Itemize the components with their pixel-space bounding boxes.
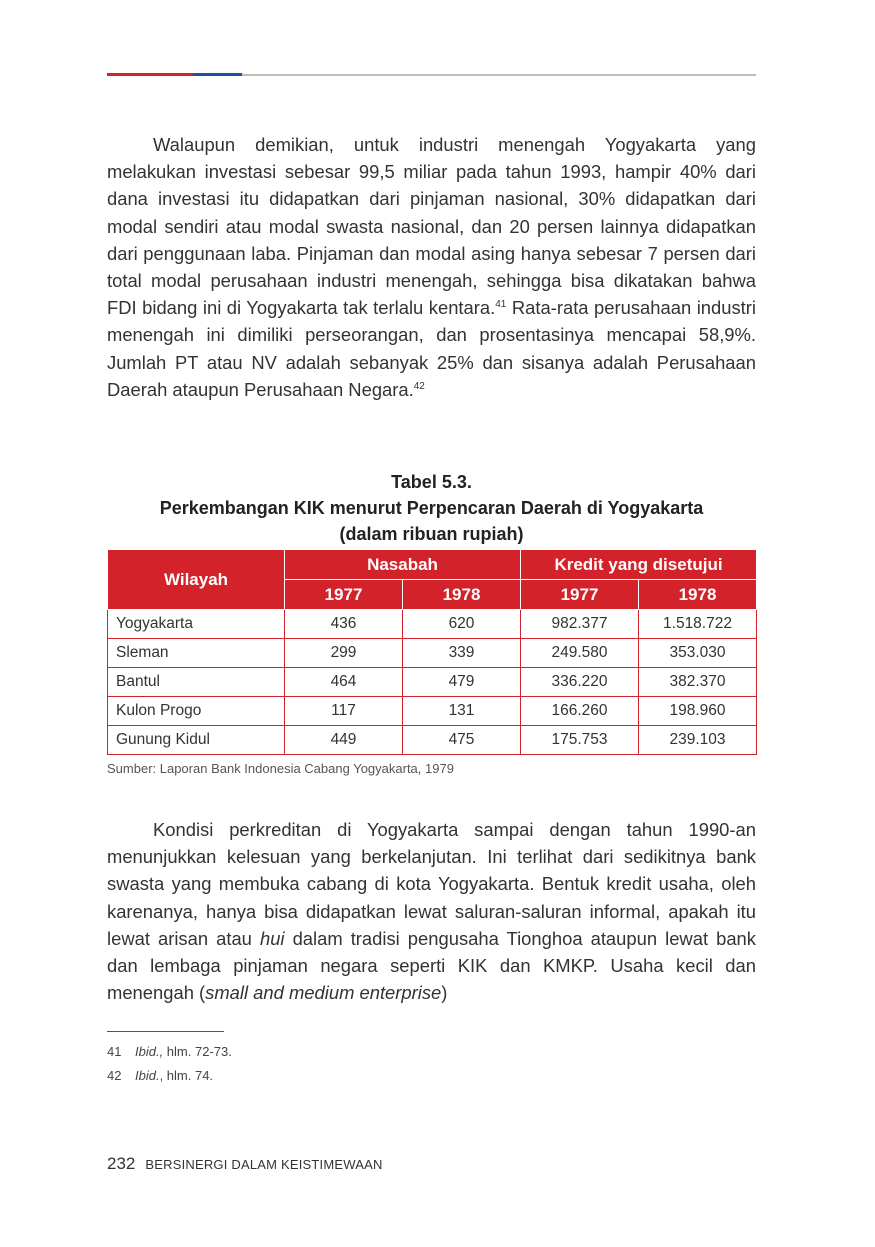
cell-nasabah-1977: 436 bbox=[285, 610, 403, 639]
cell-kredit-1978: 1.518.722 bbox=[639, 610, 757, 639]
header-year: 1978 bbox=[639, 580, 757, 610]
cell-wilayah: Bantul bbox=[108, 668, 285, 697]
cell-wilayah: Kulon Progo bbox=[108, 697, 285, 726]
header-year: 1977 bbox=[285, 580, 403, 610]
header-rule-gray bbox=[242, 74, 756, 76]
table-title: Perkembangan KIK menurut Perpencaran Daerah di Yogyakarta bbox=[159, 498, 704, 518]
italic-term-hui: hui bbox=[259, 927, 285, 949]
header-rule-red bbox=[107, 73, 193, 76]
table-caption bbox=[107, 469, 756, 547]
footnote-ibid: Ibid., bbox=[135, 1044, 164, 1059]
cell-kredit-1978: 353.030 bbox=[639, 639, 757, 668]
table-row bbox=[108, 639, 757, 668]
cell-nasabah-1977: 449 bbox=[285, 726, 403, 755]
header-rule-blue bbox=[193, 73, 242, 76]
cell-wilayah: Sleman bbox=[108, 639, 285, 668]
cell-kredit-1977: 249.580 bbox=[521, 639, 639, 668]
cell-kredit-1978: 382.370 bbox=[639, 668, 757, 697]
cell-kredit-1978: 198.960 bbox=[639, 697, 757, 726]
page-footer bbox=[107, 1154, 383, 1174]
paragraph-investment bbox=[107, 131, 756, 403]
table-row bbox=[108, 610, 757, 639]
cell-wilayah: Gunung Kidul bbox=[108, 726, 285, 755]
page-number: 232 bbox=[107, 1154, 136, 1173]
header-wilayah: Wilayah bbox=[108, 550, 285, 610]
header-nasabah: Nasabah bbox=[285, 550, 521, 580]
cell-nasabah-1978: 339 bbox=[403, 639, 521, 668]
paragraph-text: Kondisi perkreditan di Yogyakarta sampai dengan tahun 1990-an menunjukkan kelesuan yang berkelanjutan. Ini terlihat dari sedikitnya bank swasta yang membuka cabang di kota Yogyakarta. Bentuk kredit usaha, oleh karenanya, hanya bisa didapatkan lewat saluran-saluran informal, apakah itu lewat arisan atau bbox=[107, 819, 756, 949]
footnote-42 bbox=[107, 1068, 213, 1083]
table-unit: (dalam ribuan rupiah) bbox=[339, 524, 524, 544]
footnote-text: , hlm. 74. bbox=[159, 1068, 214, 1083]
italic-term-sme: small and medium enterprise bbox=[205, 982, 442, 1004]
footnote-ibid: Ibid. bbox=[135, 1068, 160, 1083]
table-row bbox=[108, 726, 757, 755]
cell-wilayah: Yogyakarta bbox=[108, 610, 285, 639]
cell-nasabah-1977: 299 bbox=[285, 639, 403, 668]
cell-nasabah-1977: 117 bbox=[285, 697, 403, 726]
footnote-text: hlm. 72-73. bbox=[163, 1044, 232, 1059]
table-number: Tabel 5.3. bbox=[391, 472, 472, 492]
paragraph-text: Walaupun demikian, untuk industri menengah Yogyakarta yang melakukan investasi sebesar 99,5 miliar pada tahun 1993, hampir 40% dari dana investasi itu didapatkan dari pinjaman nasional, 30% didapatkan dari modal sendiri atau modal swasta nasional, dan 20 persen lainnya didapatkan dari penggunaan laba. Pinjaman dan modal asing hanya sebesar 7 persen dari total modal perusahaan industri menengah, sehingga bisa dikatakan bahwa FDI bidang ini di Yogyakarta tak terlalu kentara. bbox=[107, 134, 756, 319]
table-row bbox=[108, 668, 757, 697]
book-title: BERSINERGI DALAM KEISTIMEWAAN bbox=[145, 1157, 383, 1172]
footnote-number: 41 bbox=[107, 1044, 122, 1059]
footnote-ref-42[interactable]: 42 bbox=[413, 380, 425, 392]
header-year: 1978 bbox=[403, 580, 521, 610]
cell-kredit-1977: 166.260 bbox=[521, 697, 639, 726]
paragraph-credit bbox=[107, 816, 756, 1006]
paragraph-text: Rata-rata perusahaan industri menengah ini dimiliki perseorangan, dan prosentasinya mencapai 58,9%. Jumlah PT atau NV adalah sebanyak 25% dan sisanya adalah Perusahaan Daerah ataupun Perusahaan Negara. bbox=[107, 297, 756, 400]
cell-kredit-1977: 982.377 bbox=[521, 610, 639, 639]
header-kredit: Kredit yang disetujui bbox=[521, 550, 757, 580]
cell-nasabah-1978: 131 bbox=[403, 697, 521, 726]
footnote-number: 42 bbox=[107, 1068, 122, 1083]
table-source: Sumber: Laporan Bank Indonesia Cabang Yogyakarta, 1979 bbox=[107, 761, 454, 776]
cell-nasabah-1978: 475 bbox=[403, 726, 521, 755]
cell-kredit-1978: 239.103 bbox=[639, 726, 757, 755]
cell-kredit-1977: 336.220 bbox=[521, 668, 639, 697]
footnote-divider bbox=[107, 1031, 224, 1032]
footnote-ref-41[interactable]: 41 bbox=[495, 299, 507, 311]
paragraph-text: dalam tradisi pengusaha Tionghoa ataupun lewat bank dan lembaga pinjaman negara seperti KIK dan KMKP. Usaha kecil dan menengah ( bbox=[107, 927, 756, 1004]
header-rule bbox=[107, 73, 756, 76]
header-year: 1977 bbox=[521, 580, 639, 610]
cell-kredit-1977: 175.753 bbox=[521, 726, 639, 755]
cell-nasabah-1978: 479 bbox=[403, 668, 521, 697]
kik-table bbox=[107, 549, 757, 755]
footnote-41 bbox=[107, 1044, 232, 1059]
paragraph-text: ) bbox=[441, 982, 448, 1004]
cell-nasabah-1977: 464 bbox=[285, 668, 403, 697]
table-row bbox=[108, 697, 757, 726]
cell-nasabah-1978: 620 bbox=[403, 610, 521, 639]
